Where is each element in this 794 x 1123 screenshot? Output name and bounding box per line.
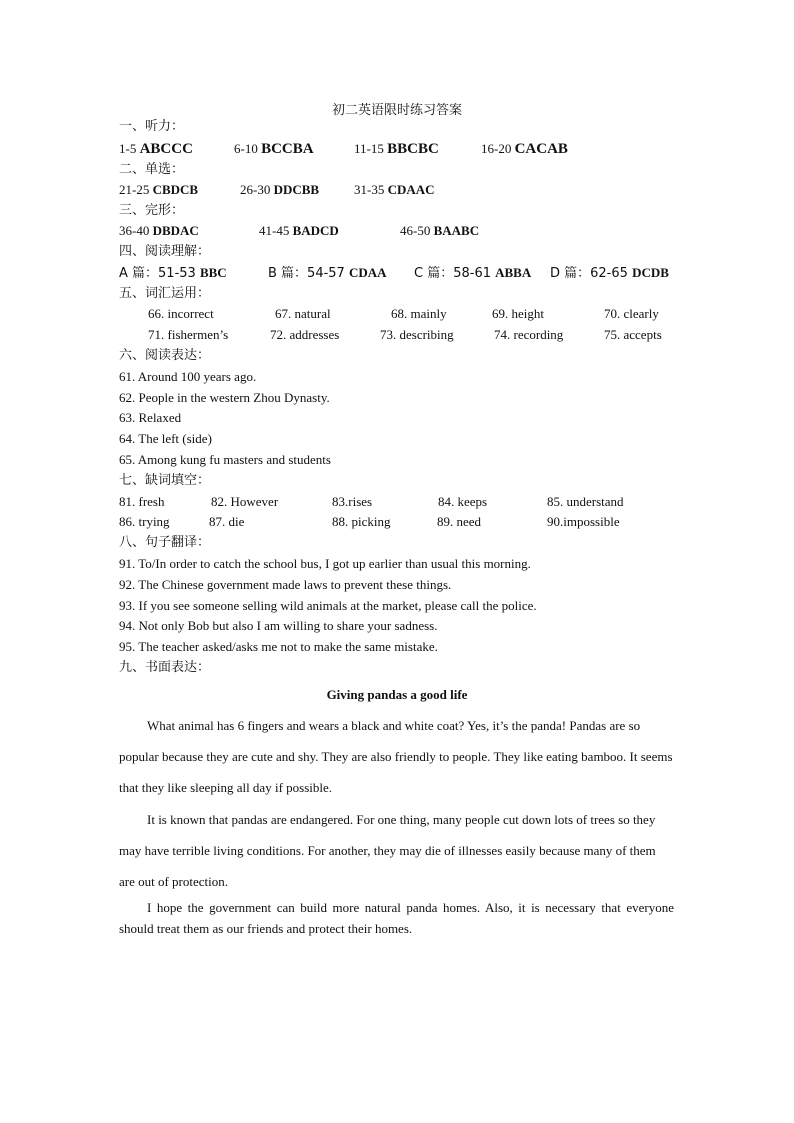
translation-answer: 92. The Chinese government made laws to prevent these things.: [119, 577, 452, 592]
essay-title: Giving pandas a good life: [326, 687, 468, 702]
answer-group: 21-25 CBDCB: [119, 182, 199, 197]
reading-expression-answer: 62. People in the western Zhou Dynasty.: [119, 390, 330, 405]
vocab-answer: 66. incorrect: [148, 306, 214, 321]
answer-group: A 篇：51-53 BBC: [119, 265, 227, 281]
gap-fill-answer: 87. die: [209, 514, 245, 529]
gap-fill-answer: 84. keeps: [438, 494, 488, 509]
answer-group: 6-10 BCCBA: [234, 141, 314, 157]
answer-group: C 篇：58-61 ABBA: [414, 265, 532, 281]
section-heading-cloze: 三、完形：: [119, 203, 185, 218]
reading-expression-answer: 64. The left (side): [119, 431, 212, 446]
gap-fill-answer: 83.rises: [332, 494, 373, 509]
answer-group: 46-50 BAABC: [400, 223, 480, 238]
gap-fill-answer: 90.impossible: [547, 514, 620, 529]
section-heading-writing: 九、书面表达：: [119, 660, 211, 675]
vocab-answer: 70. clearly: [604, 306, 659, 321]
gap-fill-answer: 81. fresh: [119, 494, 165, 509]
answer-group: 41-45 BADCD: [259, 223, 339, 238]
vocab-answer: 75. accepts: [604, 327, 662, 342]
vocab-answer: 74. recording: [494, 327, 564, 342]
section-heading-translation: 八、句子翻译：: [119, 535, 211, 550]
vocab-answer: 69. height: [492, 306, 544, 321]
section-heading-vocabulary: 五、词汇运用：: [119, 286, 211, 301]
vocab-answer: 71. fishermen’s: [148, 327, 229, 342]
essay-paragraph: What animal has 6 fingers and wears a black and white coat? Yes, it’s the panda! Pandas are so popular because they are cute and shy. They are also friendly to people. They like eating bamboo. It seems that they like sleeping all day if possible.: [119, 718, 673, 795]
gap-fill-answer: 85. understand: [547, 494, 624, 509]
gap-fill-answer: 82. However: [211, 494, 279, 509]
reading-expression-answer: 61. Around 100 years ago.: [119, 369, 257, 384]
answer-group: 1-5 ABCCC: [119, 141, 193, 157]
vocab-answer: 67. natural: [275, 306, 331, 321]
essay-paragraph: It is known that pandas are endangered. For one thing, many people cut down lots of trees so they may have terrible living conditions. For another, they may die of illnesses easily because many of them are out of protection.: [119, 812, 656, 889]
section-heading-listening: 一、听力：: [119, 119, 185, 134]
answer-group: 31-35 CDAAC: [354, 182, 435, 197]
essay-paragraph: I hope the government can build more natural panda homes. Also, it is necessary that everyone should treat them as our friends and protect their homes.: [119, 900, 674, 936]
translation-answer: 91. To/In order to catch the school bus, I got up earlier than usual this morning.: [119, 556, 531, 571]
section-heading-reading-expression: 六、阅读表达：: [119, 348, 211, 363]
answer-group: 16-20 CACAB: [481, 141, 568, 157]
section-heading-reading: 四、阅读理解：: [119, 244, 211, 259]
gap-fill-answer: 86. trying: [119, 514, 170, 529]
answer-group: 26-30 DDCBB: [240, 182, 320, 197]
answer-group: 36-40 DBDAC: [119, 223, 199, 238]
section-heading-gap-fill: 七、缺词填空：: [119, 473, 211, 488]
vocab-answer: 72. addresses: [270, 327, 340, 342]
reading-expression-answer: 65. Among kung fu masters and students: [119, 452, 331, 467]
translation-answer: 95. The teacher asked/asks me not to make the same mistake.: [119, 639, 438, 654]
section-heading-single-choice: 二、单选：: [119, 162, 185, 177]
answer-group: B 篇：54-57 CDAA: [268, 265, 387, 281]
gap-fill-answer: 88. picking: [332, 514, 391, 529]
translation-answer: 94. Not only Bob but also I am willing to share your sadness.: [119, 618, 438, 633]
answer-group: D 篇：62-65 DCDB: [550, 265, 669, 281]
vocab-answer: 68. mainly: [391, 306, 447, 321]
vocab-answer: 73. describing: [380, 327, 454, 342]
gap-fill-answer: 89. need: [437, 514, 482, 529]
answer-group: 11-15 BBCBC: [354, 141, 439, 157]
page-title: 初二英语限时练习答案: [331, 103, 462, 118]
translation-answer: 93. If you see someone selling wild animals at the market, please call the police.: [119, 598, 537, 613]
reading-expression-answer: 63. Relaxed: [119, 410, 182, 425]
